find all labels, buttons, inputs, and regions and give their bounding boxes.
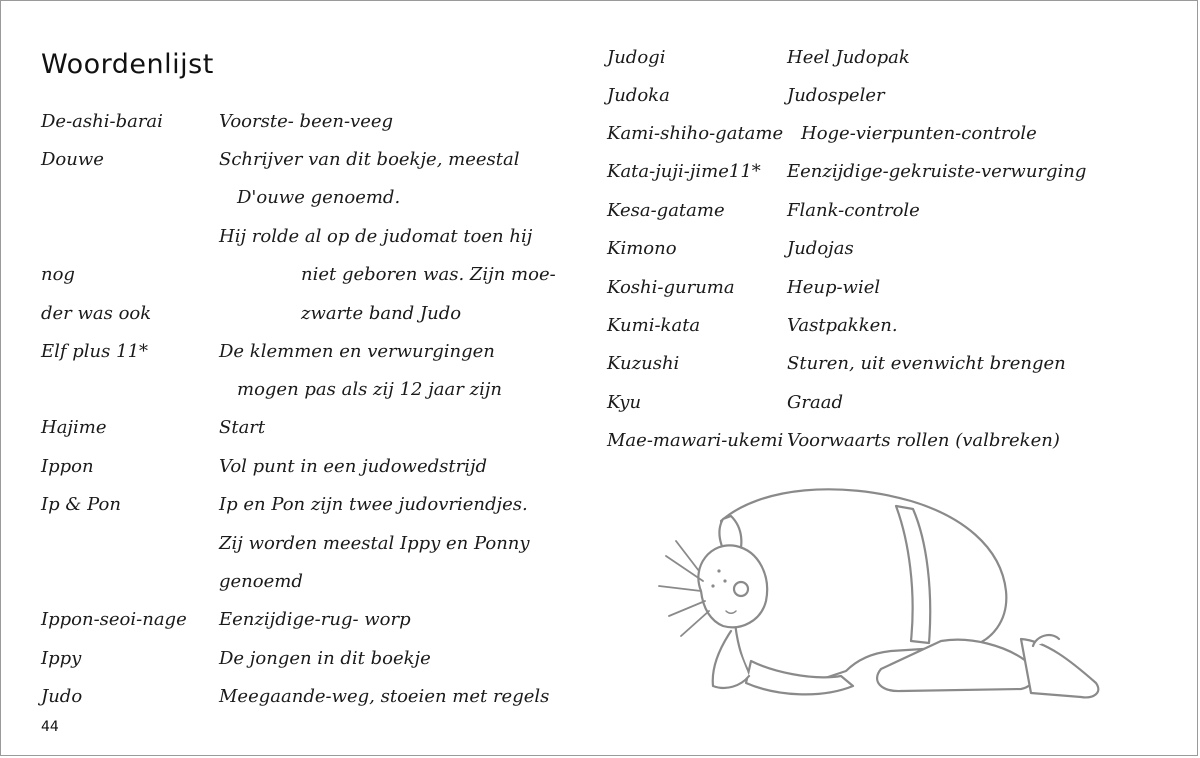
left-def: Meegaande-weg, stoeien met regels: [219, 686, 550, 707]
left-def: Ip en Pon zijn twee judovriendjes.: [219, 494, 528, 515]
left-def: De jongen in dit boekje: [219, 648, 431, 669]
right-term: Judogi: [607, 47, 666, 68]
left-def: Schrijver van dit boekje, meestal: [219, 149, 520, 170]
kneeling-judoka-illustration: [641, 471, 1121, 741]
judoka-head: [698, 545, 767, 627]
left-term: Ippon-seoi-nage: [41, 609, 187, 630]
left-def: De klemmen en verwurgingen: [219, 341, 495, 362]
left-def: Start: [219, 417, 266, 438]
right-def: Sturen, uit evenwicht brengen: [787, 353, 1066, 374]
right-term: Kimono: [607, 238, 677, 259]
left-def: niet geboren was. Zijn moe-: [301, 264, 556, 285]
left-term: De-ashi-barai: [41, 111, 163, 132]
right-def: Judospeler: [787, 85, 885, 106]
right-term: Kumi-kata: [607, 315, 701, 336]
right-def: Voorwaarts rollen (valbreken): [787, 430, 1060, 451]
right-def: Flank-controle: [787, 200, 920, 221]
judoka-foot: [1033, 635, 1059, 646]
left-def: Eenzijdige-rug- worp: [219, 609, 411, 630]
right-def: Eenzijdige-gekruiste-verwurging: [787, 161, 1087, 182]
judoka-ear: [734, 582, 748, 596]
right-def: Graad: [787, 392, 843, 413]
left-term: Judo: [41, 686, 83, 707]
right-term: Kyu: [607, 392, 642, 413]
left-def: Hij rolde al op de judomat toen hij: [219, 226, 533, 247]
left-def: mogen pas als zij 12 jaar zijn: [237, 379, 503, 400]
left-term: Hajime: [41, 417, 107, 438]
right-def: Heel Judopak: [787, 47, 910, 68]
page-number: 44: [41, 719, 59, 735]
right-term: Judoka: [607, 85, 670, 106]
right-def: Judojas: [787, 238, 854, 259]
right-term: Kuzushi: [607, 353, 680, 374]
left-def: Zij worden meestal Ippy en Ponny: [219, 533, 530, 554]
judoka-face-detail: [726, 611, 736, 613]
right-def: Hoge-vierpunten-controle: [801, 123, 1037, 144]
page-title: Woordenlijst: [41, 49, 214, 80]
left-term: nog: [41, 264, 75, 285]
left-def: D'ouwe genoemd.: [237, 187, 401, 208]
left-term: Douwe: [41, 149, 104, 170]
right-term: Kata-juji-jime11*: [607, 161, 761, 182]
left-def: Vol punt in een judowedstrijd: [219, 456, 488, 477]
left-def: genoemd: [219, 571, 303, 592]
right-term: Mae-mawari-ukemi: [607, 430, 784, 451]
left-term: Ip & Pon: [41, 494, 121, 515]
left-def: Voorste- been-veeg: [219, 111, 394, 132]
left-term: der was ook: [41, 303, 152, 324]
left-term: Ippon: [41, 456, 94, 477]
right-def: Heup-wiel: [787, 277, 881, 298]
left-term: Elf plus 11*: [41, 341, 149, 362]
left-term: Ippy: [41, 648, 82, 669]
right-def: Vastpakken.: [787, 315, 898, 336]
right-term: Kami-shiho-gatame: [607, 123, 784, 144]
judoka-foot: [1021, 639, 1098, 697]
right-term: Kesa-gatame: [607, 200, 725, 221]
left-def: zwarte band Judo: [301, 303, 462, 324]
right-term: Koshi-guruma: [607, 277, 735, 298]
